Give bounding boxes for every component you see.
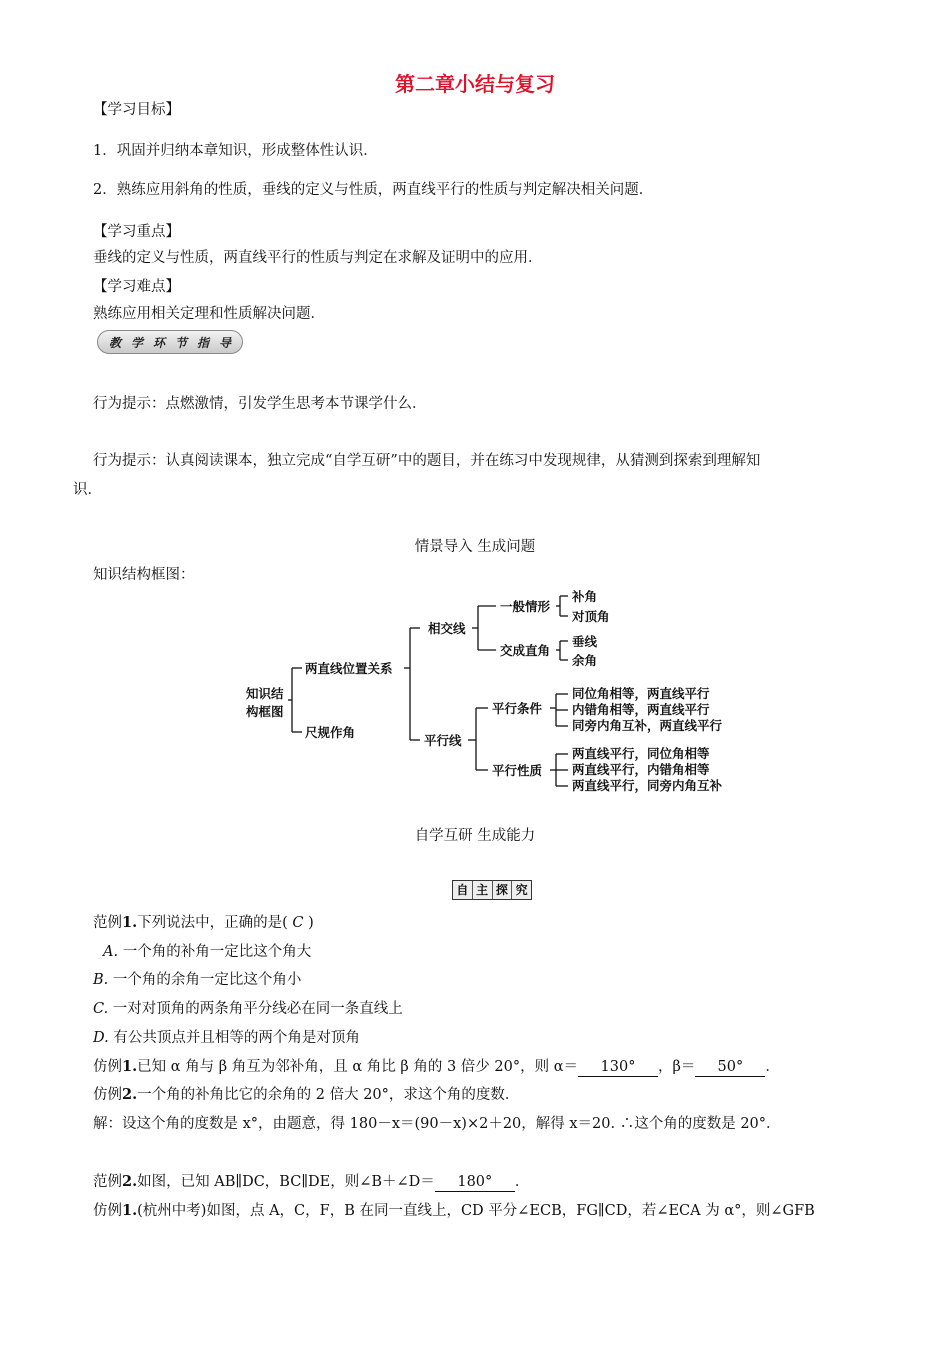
example-text: 已知 α 角与 β 角互为邻补角，且 α 角比 β 角的 3 倍少 20°，则 α＝ (137, 1059, 579, 1075)
example-number: 1. (122, 1058, 138, 1075)
diagram-leaf-property-2: 两直线平行，内错角相等 (572, 762, 710, 777)
similar-example-3 (93, 1201, 815, 1221)
banner-char: 主 (473, 881, 493, 899)
example-text: ． (514, 1174, 530, 1190)
example-label: 仿例 (93, 1203, 122, 1219)
diagram-node-ruler-compass: 尺规作角 (305, 725, 356, 740)
self-explore-banner (452, 880, 532, 900)
diagram-node-parallel-properties: 平行性质 (492, 763, 543, 778)
option-a (103, 942, 311, 962)
similar-example-2-solution: 解：设这个角的度数是 x°，由题意，得 180－x＝(90－x)×2＋20，解得 x＝20. ∴这个角的度数是 20°． (93, 1116, 781, 1132)
framework-label: 知识结构框图： (93, 567, 195, 583)
banner-char: 自 (453, 881, 473, 899)
option-d (93, 1028, 360, 1048)
diagram-node-parallel-conditions: 平行条件 (492, 701, 543, 716)
diagram-root-line-1: 知识结 (246, 686, 284, 701)
example-text: ． (765, 1059, 780, 1075)
difficulties-heading: 【学习难点】 (93, 279, 180, 295)
similar-example-2 (93, 1085, 519, 1105)
option-text: 一个角的余角一定比这个角小 (112, 972, 302, 988)
teaching-guide-banner (97, 330, 243, 354)
banner-char: 导 (218, 335, 231, 350)
diagram-leaf-perpendicular: 垂线 (572, 634, 598, 649)
example-1-stem (93, 913, 314, 933)
example-label: 范例 (93, 1174, 122, 1190)
diagram-node-intersecting-lines: 相交线 (428, 621, 466, 636)
objective-item-2: 2．熟练应用斜角的性质，垂线的定义与性质，两直线平行的性质与判定解决相关问题． (93, 182, 654, 198)
hint-1: 行为提示：点燃激情，引发学生思考本节课学什么． (93, 396, 427, 412)
example-label: 仿例 (93, 1087, 122, 1103)
example-2 (93, 1172, 529, 1192)
example-text: ，β＝ (658, 1059, 696, 1075)
diagram-node-parallel-lines: 平行线 (424, 733, 462, 748)
banner-char: 指 (196, 335, 209, 350)
option-text: 有公共顶点并且相等的两个角是对顶角 (113, 1030, 360, 1046)
similar-example-1 (93, 1057, 780, 1077)
example-number: 1. (122, 914, 138, 931)
diagram-leaf-complementary: 余角 (572, 653, 598, 668)
diagram-root-line-2: 构框图 (246, 704, 284, 719)
example-text: 下列说法中，正确的是( (137, 915, 288, 931)
example-number: 2. (122, 1086, 138, 1103)
example-label: 仿例 (93, 1059, 122, 1075)
diagram-node-general-case: 一般情形 (500, 599, 551, 614)
diagram-leaf-vertical-angles: 对顶角 (572, 609, 610, 624)
page-title: 第二章小结与复习 (395, 72, 555, 96)
option-letter: C. (93, 1001, 109, 1017)
answer-alpha: 130° (578, 1058, 658, 1077)
option-letter: A. (103, 944, 119, 960)
example-bracket-close: ) (308, 915, 314, 931)
example-number: 2. (122, 1173, 138, 1190)
diagram-node-right-angle: 交成直角 (500, 643, 551, 658)
key-points-heading: 【学习重点】 (93, 224, 180, 240)
option-letter: D. (93, 1030, 109, 1046)
option-text: 一个角的补角一定比这个角大 (122, 944, 312, 960)
option-text: 一对对顶角的两条角平分线必在同一条直线上 (112, 1001, 403, 1017)
example-label: 范例 (93, 915, 122, 931)
example-text: 如图，已知 AB∥DC，BC∥DE，则∠B＋∠D＝ (137, 1174, 435, 1190)
key-points-text: 垂线的定义与性质，两直线平行的性质与判定在求解及证明中的应用． (93, 250, 543, 266)
banner-char: 学 (130, 335, 143, 350)
banner-char: 教 (108, 335, 121, 350)
option-c (93, 999, 403, 1019)
answer-angle-sum: 180° (435, 1173, 515, 1192)
diagram-leaf-condition-1: 同位角相等，两直线平行 (572, 686, 710, 701)
banner-char: 节 (174, 335, 187, 350)
diagram-leaf-condition-3: 同旁内角互补，两直线平行 (572, 718, 723, 733)
example-text: 一个角的补角比它的余角的 2 倍大 20°，求这个角的度数． (137, 1087, 520, 1103)
banner-char: 究 (512, 881, 531, 899)
knowledge-framework-diagram (0, 580, 950, 810)
diagram-node-position-relation: 两直线位置关系 (305, 661, 393, 676)
objectives-heading: 【学习目标】 (93, 102, 180, 118)
hint-2-line-1: 行为提示：认真阅读课本，独立完成“自学互研”中的题目，并在练习中发现规律，从猜测到探索到理解知 (93, 453, 761, 469)
diagram-leaf-condition-2: 内错角相等，两直线平行 (572, 702, 710, 717)
diagram-leaf-property-1: 两直线平行，同位角相等 (572, 746, 710, 761)
example-1-answer: C (292, 915, 304, 931)
banner-char: 环 (152, 335, 165, 350)
banner-char: 探 (493, 881, 513, 899)
option-b (93, 970, 301, 990)
section-heading-intro: 情景导入 生成问题 (414, 539, 536, 555)
example-number: 1. (122, 1202, 138, 1219)
diagram-leaf-supplementary: 补角 (572, 589, 598, 604)
answer-beta: 50° (695, 1058, 765, 1077)
objective-item-1: 1．巩固并归纳本章知识，形成整体性认识． (93, 143, 378, 159)
option-letter: B. (93, 972, 109, 988)
diagram-leaf-property-3: 两直线平行，同旁内角互补 (572, 778, 723, 793)
hint-2-line-2: 识． (73, 482, 102, 498)
example-text: (杭州中考)如图，点 A，C，F，B 在同一直线上，CD 平分∠ECB，FG∥CD，若∠ECA 为 α°，则∠GFB (137, 1203, 815, 1219)
section-heading-self-study: 自学互研 生成能力 (414, 828, 536, 844)
difficulties-text: 熟练应用相关定理和性质解决问题． (93, 306, 325, 322)
